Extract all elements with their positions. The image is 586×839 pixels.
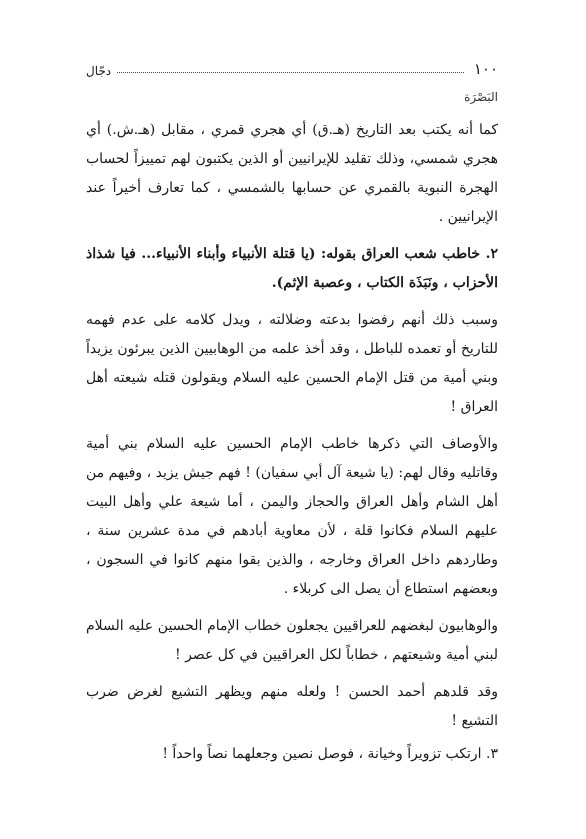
section-label: البَصْرَة	[464, 90, 498, 104]
paragraph-point-3: ٣. ارتكب تزويراً وخيانة ، فوصل نصين وجعلهما نصاً واحداً !	[162, 746, 498, 762]
paragraph-point-2: ٢. خاطب شعب العراق بقوله: (يا قتلة الأنبياء وأبناء الأنبياء... فيا شذاذ الأحزاب ، ونَبَذَة الكتاب ، وعصبة الإثم).	[86, 246, 498, 291]
page-number: ١٠٠	[473, 60, 498, 78]
paragraph-imitation: وقد قلدهم أحمد الحسن ! ولعله منهم ويظهر التشيع لغرض ضرب التشيع !	[86, 684, 498, 729]
header-dotted-rule	[117, 72, 464, 73]
paragraph-descriptions: والأوصاف التي ذكرها خاطب الإمام الحسين عليه السلام بني أمية وقاتليه وقال لهم: (يا شيعة آل أبي سفيان) ! فهم جيش يزيد ، وفيهم من أهل الشام وأهل العراق والحجاز واليمن ، أما شيعة علي وأهل البيت عليهم السلام فكانوا قلة ، لأن معاوية أبادهم في مدة عشرين سنة ، وطاردهم داخل العراق وخارجه ، والذين بقوا منهم كانوا في السجون ، وبعضهم استطاع أن يصل الى كربلاء .	[86, 436, 498, 597]
paragraph-date-notation: كما أنه يكتب بعد التاريخ (هـ.ق) أي هجري قمري ، مقابل (هـ.ش.) أي هجري شمسي، وذلك تقليد للإيرانيين أو الذين يكتبون لهم تمييزاً لحساب الهجرة النبوية بالقمري عن حسابها بالشمسي ، كما تعارف أخيراً عند الإيرانيين .	[86, 122, 498, 225]
paragraph-wahhabis: والوهابيون لبغضهم للعراقيين يجعلون خطاب الإمام الحسين عليه السلام لبني أمية وشيعتهم ، خطاباً لكل العراقيين في كل عصر !	[86, 618, 498, 663]
page-body	[86, 116, 498, 777]
book-title: دجّال	[86, 64, 112, 78]
paragraph-reason: وسبب ذلك أنهم رفضوا بدعته وضلالته ، ويدل كلامه على عدم فهمه للتاريخ أو تعمده للباطل ، وقد أخذ علمه من الوهابيين الذين يبرئون يزيداً وبني أمية من قتل الإمام الحسين عليه السلام ويقولون قتله شيعته أهل العراق !	[86, 312, 498, 415]
page-header	[86, 56, 498, 78]
